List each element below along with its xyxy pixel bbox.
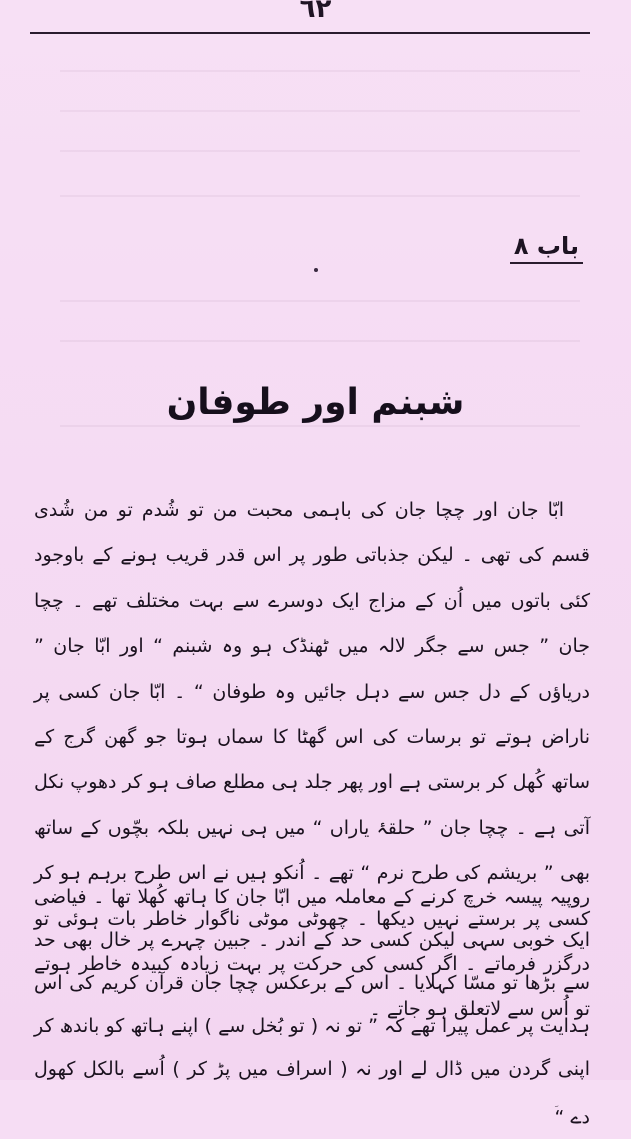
chapter-title: شبنم اور طوفان bbox=[166, 382, 465, 423]
page-number: ٦٢ bbox=[299, 0, 332, 24]
ornament-dot bbox=[314, 268, 318, 272]
bleed-through-line bbox=[60, 70, 580, 72]
paragraph-2 bbox=[34, 876, 590, 1139]
bleed-through-line bbox=[60, 150, 580, 152]
bleed-through-line bbox=[60, 110, 580, 112]
bleed-through-line bbox=[60, 195, 580, 197]
bleed-through-line bbox=[60, 425, 580, 427]
bleed-through-line bbox=[60, 300, 580, 302]
chapter-label: باب ۸ bbox=[510, 232, 583, 264]
paragraph-2-text: روپیہ پیسہ خرچ کرنے کے معاملہ میں ابّا جان کا ہاتھ کُھلا تھا ۔ فیاضی ایک خوبی سہی لیکن کسی حد کے اندر ۔ جبین چہرے پر خال بھی حد سے بڑھا تو مسّا کہلایا ۔ اس کے برعکس چچا جان قرآن کریم کی اس ہدایت پر عمل پیرا تھے کہ ” تو نہ ( تو بُخل سے ) اپنے ہاتھ کو باندھ کر اپنی گردن میں ڈال لے اور نہ ( اسراف میں پڑ کر ) اُسے بالکل کھول دے “ bbox=[34, 886, 590, 1129]
header-rule bbox=[30, 32, 590, 34]
bleed-through-line bbox=[60, 340, 580, 342]
paragraph-1: ابّا جان اور چچا جان کی باہمی محبت من تو شُدم تو من شُدی قسم کی تھی ۔ لیکن جذباتی طور پر اس قدر قریب ہونے کے باوجود کئی باتوں میں اُن کے مزاج ایک دوسرے سے بہت مختلف تھے ۔ چچا جان ” جس سے جگر لالہ میں ٹھنڈک ہو وہ شبنم “ اور ابّا جان ” دریاؤں کے دل جس سے دہل جائیں وہ طوفان “ ۔ ابّا جان کسی پر ناراض ہوتے تو برسات کی اس گھٹا کا سماں ہوتا جو گھن گرج کے ساتھ کُھل کر برستی ہے اور پھر جلد ہی مطلع صاف ہو کر دھوپ نکل آتی ہے ۔ چچا جان ” حلقۂ یاراں “ میں ہی نہیں بلکہ بچّوں کے ساتھ بھی ” بریشم کی طرح نرم “ تھے ۔ اُنکو ہیں نے اس طرح برہم ہو کر کسی پر برستے نہیں دیکھا ۔ چھوٹی موٹی ناگوار خاطر بات ہوئی تو درگزر فرماتے ۔ اگر کسی کی حرکت پر بہت زیادہ کبیدہ خاطر ہوتے تو اُس سے لاتعلق ہو جاتے ۔ bbox=[34, 499, 590, 1021]
